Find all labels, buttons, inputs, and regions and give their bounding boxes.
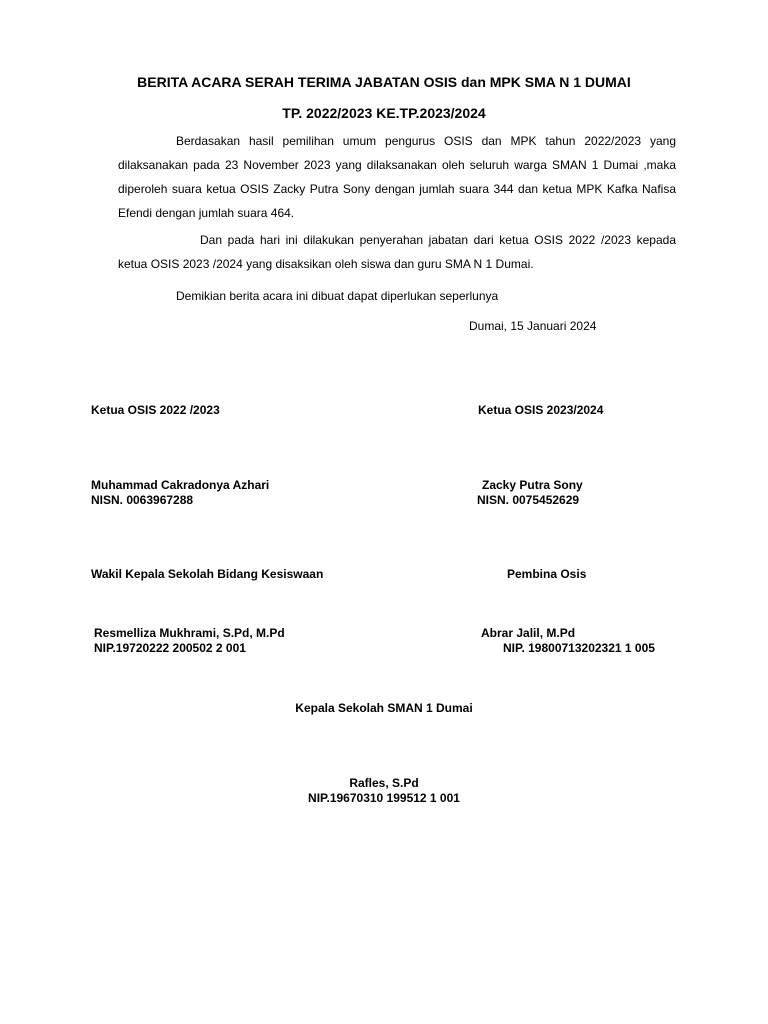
signer-name-vice-principal: Resmelliza Mukhrami, S.Pd, M.Pd [94,626,285,640]
signer-id-outgoing-osis: NISN. 0063967288 [91,493,194,507]
signer-name-osis-advisor: Abrar Jalil, M.Pd [481,626,576,640]
signer-name-principal: Rafles, S.Pd [349,776,419,790]
signer-name-outgoing-osis: Muhammad Cakradonya Azhari [91,478,270,492]
paragraph-handover: Dan pada hari ini dilakukan penyerahan jabatan dari ketua OSIS 2022 /2023 kepada ketua OSIS 2023 /2024 yang disaksikan oleh siswa dan guru SMA N 1 Dumai. [118,233,676,271]
signer-id-incoming-osis: NISN. 0075452629 [477,493,580,507]
paragraph-election-result: Berdasakan hasil pemilihan umum pengurus OSIS dan MPK tahun 2022/2023 yang dilaksanakan pada 23 November 2023 yang dilaksanakan oleh seluruh warga SMAN 1 Dumai ,maka diperoleh suara ketua OSIS Zacky Putra Sony dengan jumlah suara 344 dan ketua MPK Kafka Nafisa Efendi dengan jumlah suara 464. [118,134,676,220]
place-date: Dumai, 15 Januari 2024 [469,319,597,333]
signer-role-principal: Kepala Sekolah SMAN 1 Dumai [295,701,473,715]
signer-role-vice-principal: Wakil Kepala Sekolah Bidang Kesiswaan [91,567,324,581]
signer-name-incoming-osis: Zacky Putra Sony [482,478,583,492]
signer-id-principal: NIP.19670310 199512 1 001 [308,791,460,805]
signer-role-osis-advisor: Pembina Osis [507,567,587,581]
signer-role-incoming-osis: Ketua OSIS 2023/2024 [478,403,604,417]
paragraph-closing: Demikian berita acara ini dibuat dapat diperlukan seperlunya [176,289,499,303]
signer-role-outgoing-osis: Ketua OSIS 2022 /2023 [91,403,220,417]
signer-id-osis-advisor: NIP. 19800713202321 1 005 [503,641,655,655]
signer-id-vice-principal: NIP.19720222 200502 2 001 [94,641,246,655]
document-title: BERITA ACARA SERAH TERIMA JABATAN OSIS dan MPK SMA N 1 DUMAI [137,74,631,90]
document-subtitle: TP. 2022/2023 KE.TP.2023/2024 [282,105,486,121]
